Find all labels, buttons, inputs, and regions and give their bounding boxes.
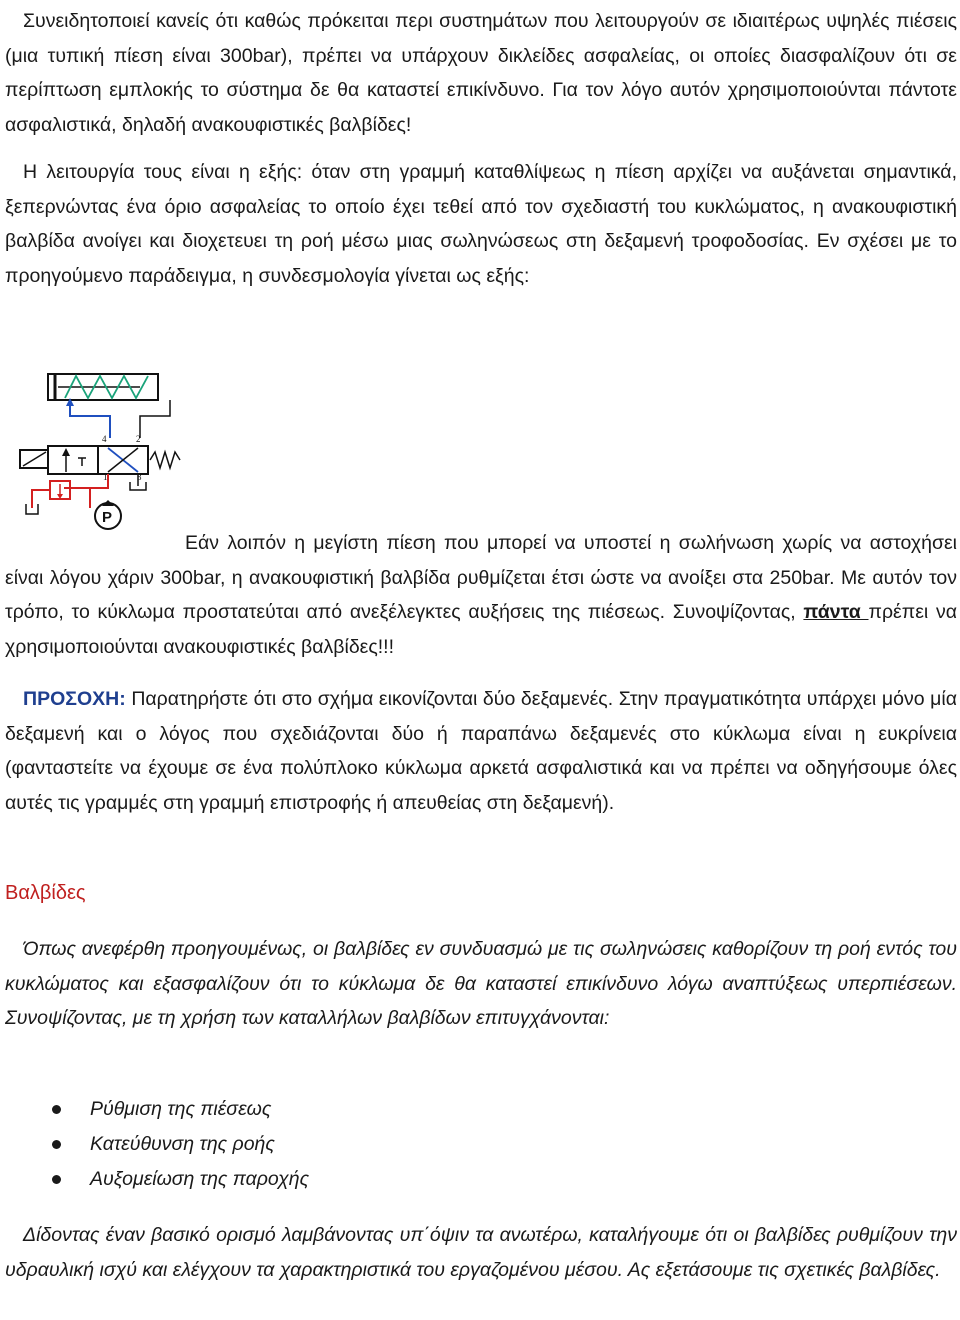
list-item: Αυξομείωση της παροχής [5,1162,957,1197]
port-2-label: 2 [136,434,141,444]
paragraph-safety-intro: Συνειδητοποιεί κανείς ότι καθώς πρόκειται περι συστημάτων που λειτουργούν σε ιδιαιτέρως υψηλές πιέσεις (μια τυπική πίεση είναι 300bar), πρέπει να υπάρχουν δικλείδες ασφαλείας, οι οποίες διασφαλίζουν ότι σε περίπτωση εμπλοκής το σύστημα δε θα καταστεί επικίνδυνο. Για τον λόγο αυτόν χρησιμοποιούνται πάντοτε ασφαλιστικά, δηλαδή ανακουφιστικές βαλβίδες! [5,10,957,136]
port-1-label: 1 [103,472,108,482]
paragraph-relief-function: Η λειτουργία τους είναι η εξής: όταν στη γραμμή καταθλίψεως η πίεση αρχίζει να αυξάνεται σημαντικά, ξεπερνώντας ένα όριο ασφαλείας το οποίο έχει τεθεί από τον σχεδιαστή του κυκλώματος, η ανακουφιστική βαλβίδα ανοίγει και διοχετευει τη ροή μέσω μιας σωληνώσεως στη δεξαμενή τροφοδοσίας. Εν σχέσει με το προηγούμενο παράδειγμα, η συνδεσμολογία γίνεται ως εξής: [5,161,957,287]
pressure-line [70,400,110,438]
bullet-icon [52,1140,61,1149]
valve-spring-icon [150,452,180,468]
pump-label: P [102,509,113,526]
hydraulic-circuit-diagram [10,368,190,533]
list-item: Κατεύθυνση της ροής [5,1127,957,1162]
return-line [140,400,170,438]
warning-paragraph [5,682,957,820]
paragraph-valve-definition: Δίδοντας έναν βασικό ορισμό λαμβάνοντας υπ΄όψιν τα ανωτέρω, καταλήγουμε ότι οι βαλβίδες ρυθμίζουν την υδραυλική ισχύ και ελέγχουν τα χαρακτηριστικά του εργαζομένου μέσου. Ας εξετάσουμε τις σχετικές βαλβίδες. [5,1224,957,1281]
directional-valve-symbol [20,446,180,474]
bullet-icon [52,1175,61,1184]
paragraph-valves-intro: Όπως ανεφέρθη προηγουμένως, οι βαλβίδες εν συνδυασμώ με τις σωληνώσεις καθορίζουν τη ροή εντός του κυκλώματος και εξασφαλίζουν ότι το κύκλωμα δε θα καταστεί επικίνδυνο λόγω αναπτύξεως υπερπιέσεων. Συνοψίζοντας, με τη χρήση των καταλλήλων βαλβίδων επιτυγχάνονται: [5,938,957,1029]
bullet-icon [52,1105,61,1114]
pump-symbol [95,500,121,529]
relief-valve-symbol [26,481,90,514]
port-4-label: 4 [102,434,107,444]
valve-functions-list [5,1092,957,1197]
paragraph-relief-setting [5,526,957,664]
warning-text: Παρατηρήστε ότι στο σχήμα εικονίζονται δύο δεξαμενές. Στην πραγματικότητα υπάρχει μόνο μία δεξαμενή και ο λόγος που σχεδιάζονται δύο ή παραπάνω δεξαμενές στο κύκλωμα είναι η ευκρίνεια (φανταστείτε να έχουμε σε ένα πολύπλοκο κύκλωμα αρκετά ασφαλιστικά και να πρέπει να οδηγήσουμε όλες αυτές τις γραμμές στη γραμμή επιστροφής ή απευθείας στη δεξαμενή). [5,688,957,814]
section-heading-valves: Βαλβίδες [5,882,86,904]
cylinder-symbol [48,374,158,400]
paragraph3-emphasis: πάντα [803,601,869,623]
list-item: Ρύθμιση της πιέσεως [5,1092,957,1127]
paragraph3-main: Εάν λοιπόν η μεγίστη πίεση που μπορεί να υποστεί η σωλήνωση χωρίς να αστοχήσει είναι λόγου χάριν 300bar, η ανακουφιστική βαλβίδα ρυθμίζεται έτσι ώστε να ανοίξει στα 250bar. Με αυτόν τον τρόπο, το κύκλωμα προστατεύται από ανεξέλεγκτες αυξήσεις της πιέσεως. Συνοψίζοντας, [5,532,957,623]
port-3-label: 3 [137,472,142,482]
paragraph3-end: πρέπει να χρησιμοποιούνται ανακουφιστικές βαλβίδες!!! [5,601,957,658]
warning-label: ΠΡΟΣΟΧΗ: [23,688,126,710]
